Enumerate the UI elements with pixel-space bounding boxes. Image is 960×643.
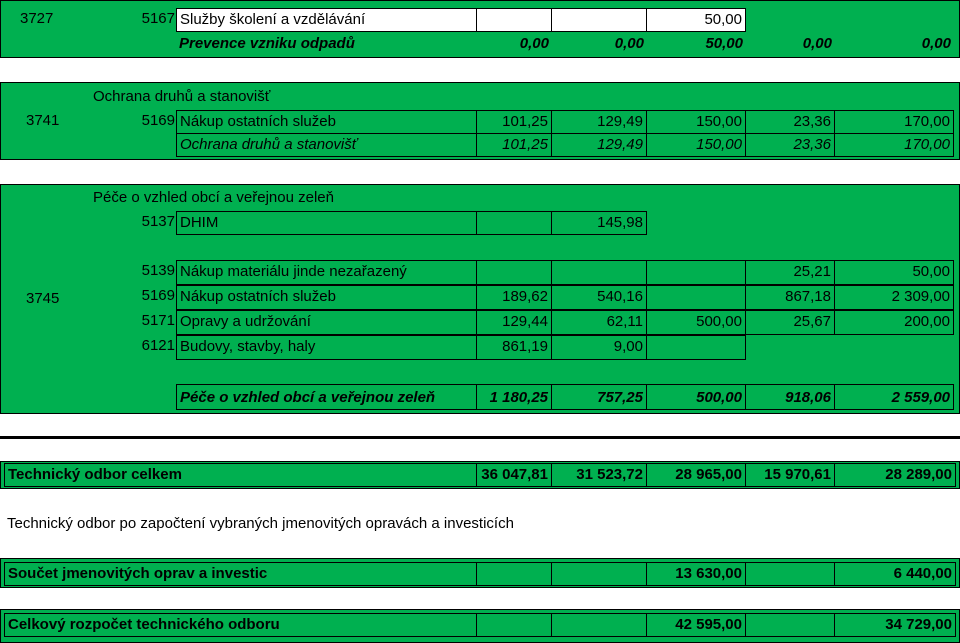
sum-repairs-name: Součet jmenovitých oprav a investic <box>4 562 477 586</box>
subtotal-v5: 170,00 <box>834 133 954 157</box>
total-v1: 36 047,81 <box>476 463 552 487</box>
cell-v4[interactable]: 867,18 <box>745 285 835 310</box>
item-code: 5169 <box>141 112 175 129</box>
subtotal-v5: 2 559,00 <box>834 384 954 410</box>
subtotal-v1: 101,25 <box>476 133 552 157</box>
subtotal-v2: 0,00 <box>614 35 644 52</box>
cell-v2[interactable] <box>551 260 647 285</box>
subtotal-v1: 1 180,25 <box>476 384 552 410</box>
total-v5: 28 289,00 <box>834 463 956 487</box>
cell-v1[interactable] <box>476 8 552 32</box>
paragraph-code: 3745 <box>26 290 60 307</box>
total-name: Technický odbor celkem <box>4 463 477 487</box>
item-name[interactable]: Nákup ostatních služeb <box>176 110 477 134</box>
budget-total-name: Celkový rozpočet technického odboru <box>4 613 477 637</box>
item-name[interactable]: Služby školení a vzdělávání <box>176 8 477 32</box>
subtotal-v4: 918,06 <box>745 384 835 410</box>
cell-v4[interactable]: 23,36 <box>745 110 835 134</box>
cell-v1[interactable] <box>476 260 552 285</box>
item-name[interactable]: Budovy, stavby, haly <box>176 335 477 360</box>
cell-v5[interactable]: 50,00 <box>834 260 954 285</box>
cell-v2[interactable]: 62,11 <box>551 310 647 335</box>
item-code: 5169 <box>141 287 175 304</box>
sum-repairs-v4 <box>745 562 835 586</box>
item-name[interactable]: Nákup ostatních služeb <box>176 285 477 310</box>
budget-total-v5: 34 729,00 <box>834 613 956 637</box>
cell-v2[interactable]: 145,98 <box>551 211 647 235</box>
paragraph-code: 3727 <box>20 10 54 27</box>
cell-v2[interactable]: 540,16 <box>551 285 647 310</box>
budget-total-v1 <box>476 613 552 637</box>
paragraph-code: 3741 <box>26 112 60 129</box>
cell-v5[interactable]: 200,00 <box>834 310 954 335</box>
cell-v4[interactable]: 25,67 <box>745 310 835 335</box>
cell-v4 <box>745 335 835 360</box>
subtotal-v4: 0,00 <box>802 35 832 52</box>
total-v4: 15 970,61 <box>745 463 835 487</box>
cell-v1[interactable]: 189,62 <box>476 285 552 310</box>
item-code: 5137 <box>141 213 175 230</box>
cell-v1[interactable] <box>476 211 552 235</box>
subtotal-v1: 0,00 <box>519 35 549 52</box>
item-code: 5167 <box>141 10 175 27</box>
sum-repairs-v2 <box>551 562 647 586</box>
section-title: Ochrana druhů a stanovišť <box>93 88 271 105</box>
sum-repairs-v1 <box>476 562 552 586</box>
note-text: Technický odbor po započtení vybraných jmenovitých opravách a investicích <box>7 515 514 532</box>
subtotal-name: Ochrana druhů a stanovišť <box>176 133 477 157</box>
item-code: 6121 <box>141 337 175 354</box>
cell-v3[interactable] <box>646 335 746 360</box>
item-name[interactable]: Nákup materiálu jinde nezařazený <box>176 260 477 285</box>
cell-v1[interactable]: 861,19 <box>476 335 552 360</box>
sum-repairs-v5: 6 440,00 <box>834 562 956 586</box>
cell-v5[interactable]: 2 309,00 <box>834 285 954 310</box>
subtotal-v3: 500,00 <box>646 384 746 410</box>
budget-total-v3: 42 595,00 <box>646 613 746 637</box>
subtotal-v2: 757,25 <box>551 384 647 410</box>
budget-total-v4 <box>745 613 835 637</box>
cell-v1[interactable]: 101,25 <box>476 110 552 134</box>
subtotal-name: Prevence vzniku odpadů <box>179 35 355 52</box>
total-v2: 31 523,72 <box>551 463 647 487</box>
cell-v2[interactable]: 129,49 <box>551 110 647 134</box>
subtotal-name: Péče o vzhled obcí a veřejnou zeleň <box>176 384 477 410</box>
cell-v3[interactable]: 50,00 <box>646 8 746 32</box>
cell-v4[interactable]: 25,21 <box>745 260 835 285</box>
item-name[interactable]: Opravy a udržování <box>176 310 477 335</box>
total-v3: 28 965,00 <box>646 463 746 487</box>
cell-v3[interactable] <box>646 285 746 310</box>
subtotal-v2: 129,49 <box>551 133 647 157</box>
section-title: Péče o vzhled obcí a veřejnou zeleň <box>93 189 334 206</box>
item-name[interactable]: DHIM <box>176 211 477 235</box>
cell-v1[interactable]: 129,44 <box>476 310 552 335</box>
cell-v3[interactable]: 150,00 <box>646 110 746 134</box>
subtotal-v4: 23,36 <box>745 133 835 157</box>
cell-v3[interactable] <box>646 260 746 285</box>
cell-v2[interactable] <box>551 8 647 32</box>
cell-v2[interactable]: 9,00 <box>551 335 647 360</box>
item-code: 5139 <box>141 262 175 279</box>
item-code: 5171 <box>141 312 175 329</box>
cell-v3[interactable]: 500,00 <box>646 310 746 335</box>
section-divider <box>0 436 960 439</box>
subtotal-v3: 150,00 <box>646 133 746 157</box>
cell-v5 <box>834 335 954 360</box>
subtotal-v3: 50,00 <box>705 35 743 52</box>
subtotal-v5: 0,00 <box>921 35 951 52</box>
cell-v5[interactable]: 170,00 <box>834 110 954 134</box>
sum-repairs-v3: 13 630,00 <box>646 562 746 586</box>
budget-total-v2 <box>551 613 647 637</box>
